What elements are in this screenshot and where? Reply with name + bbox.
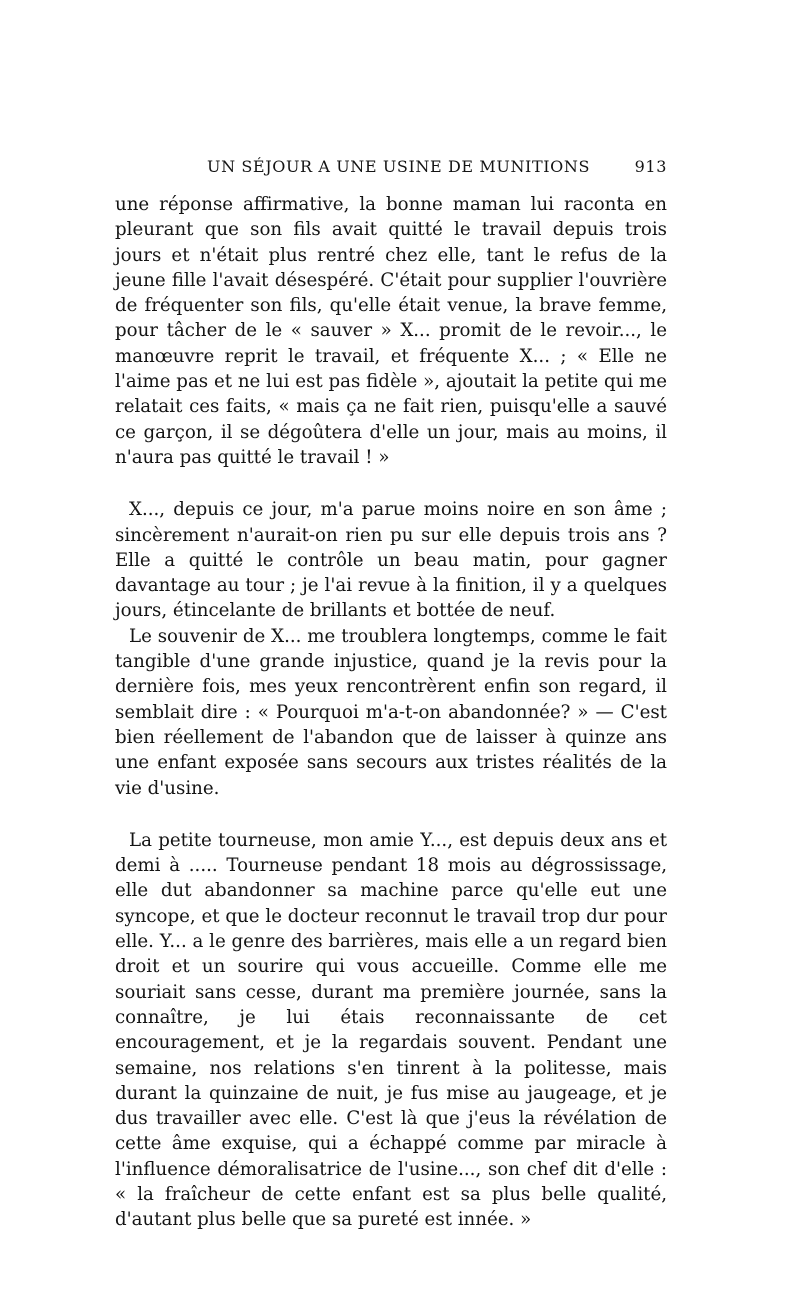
page-number: 913	[634, 157, 667, 176]
running-title: UN SÉJOUR A UNE USINE DE MUNITIONS	[207, 157, 591, 176]
paragraph-gap	[115, 801, 667, 828]
running-head	[115, 157, 667, 183]
paragraph-gap	[115, 470, 667, 497]
body-text	[115, 192, 667, 1233]
book-page	[115, 0, 667, 1304]
paragraph-x-after: X..., depuis ce jour, m'a parue moins noire en son âme ; sincèrement n'aurait-on rien pu sur elle depuis trois ans ? Elle a quitté le contrôle un beau matin, pour gagner davantage au tour ; je l'ai revue à la finition, il y a quelques jours, étincelante de brillants et bottée de neuf.	[115, 499, 667, 622]
paragraph-x-memory: Le souvenir de X... me troublera longtemps, comme le fait tangible d'une grande injustice, quand je la revis pour la dernière fois, mes yeux rencontrèrent enfin son regard, il semblait dire : « Pourquoi m'a-t-on abandonnée? » — C'est bien réellement de l'abandon que de laisser à quinze ans une enfant exposée sans secours aux tristes réalités de la vie d'usine.	[115, 625, 667, 799]
paragraph-y-tourneuse: La petite tourneuse, mon amie Y..., est depuis deux ans et demi à ..... Tourneuse pendant 18 mois au dégrossissage, elle dut abandonner sa machine parce qu'elle eut une syncope, et que le docteur reconnut le travail trop dur pour elle. Y... a le genre des barrières, mais elle a un regard bien droit et un sourire qui vous accueille. Comme elle me souriait sans cesse, durant ma première journée, sans la connaître, je lui étais reconnaissante de cet encouragement, et je la regardais souvent. Pendant une semaine, nos relations s'en tinrent à la politesse, mais durant la quinzaine de nuit, je fus mise au jaugeage, et je dus travailler avec elle. C'est là que j'eus la révélation de cette âme exquise, qui a échappé comme par miracle à l'influence démoralisatrice de l'usine..., son chef dit d'elle : « la fraîcheur de cette enfant est sa plus belle qualité, d'autant plus belle que sa pureté est innée. »	[115, 829, 667, 1231]
paragraph-continuation: une réponse affirmative, la bonne maman lui raconta en pleurant que son fils avait quitté le travail depuis trois jours et n'était plus rentré chez elle, tant le refus de la jeune fille l'avait désespéré. C'était pour supplier l'ouvrière de fréquenter son fils, qu'elle était venue, la brave femme, pour tâcher de le « sauver » X... promit de le revoir..., le manœuvre reprit le travail, et fréquente X... ; « Elle ne l'aime pas et ne lui est pas fidèle », ajoutait la petite qui me relatait ces faits, « mais ça ne fait rien, puisqu'elle a sauvé ce garçon, il se dégoûtera d'elle un jour, mais au moins, il n'aura pas quitté le travail ! »	[115, 194, 667, 468]
